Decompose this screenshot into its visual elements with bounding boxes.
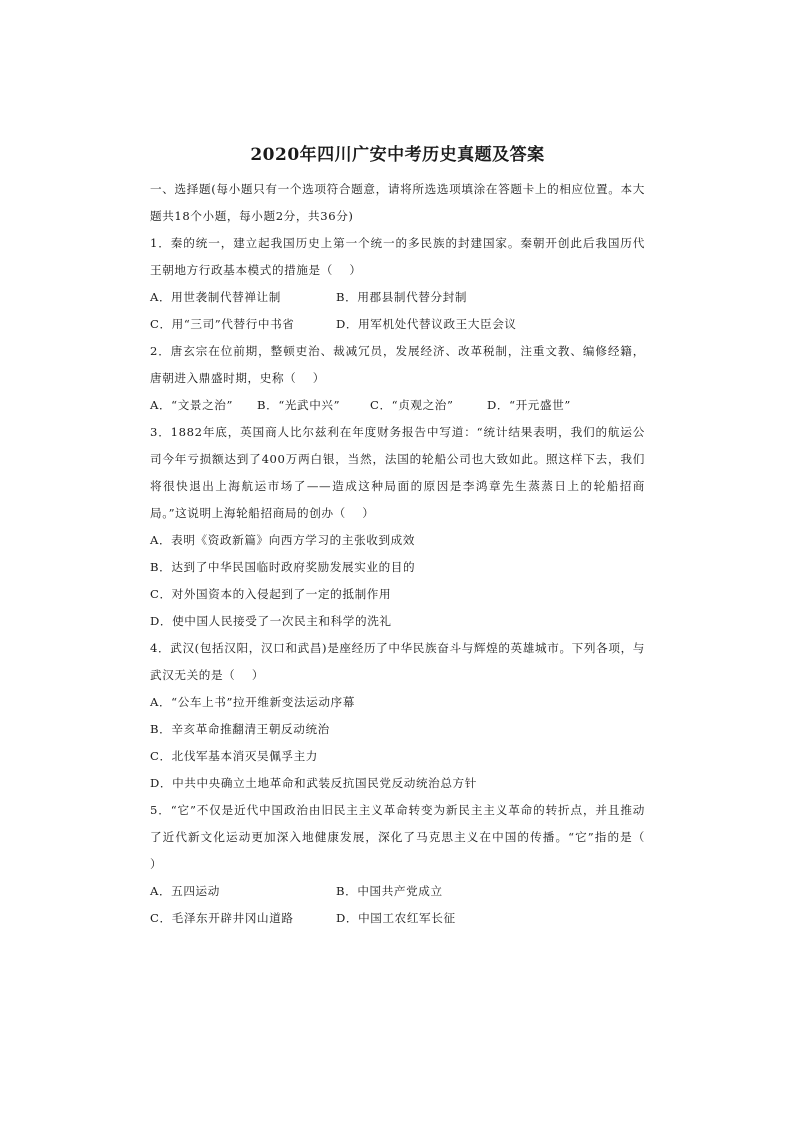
option-d: D．“开元盛世” xyxy=(487,398,571,412)
option-b: B．“光武中兴” xyxy=(257,398,341,412)
option-c: C．北伐军基本消灭吴佩孚主力 xyxy=(150,749,318,763)
options-row xyxy=(150,284,645,311)
question-1 xyxy=(150,230,645,338)
question-4 xyxy=(150,635,645,797)
option-a: A．“公车上书”拉开维新变法运动序幕 xyxy=(150,695,355,709)
options-row xyxy=(150,905,645,932)
option-c: C．毛泽东开辟井冈山道路 xyxy=(150,911,294,925)
question-5 xyxy=(150,797,662,932)
option-c: C．对外国资本的入侵起到了一定的抵制作用 xyxy=(150,587,392,601)
options-row xyxy=(150,392,645,419)
question-3 xyxy=(150,419,645,635)
section-heading: 一、选择题(每小题只有一个选项符合题意，请将所选选项填涂在答题卡上的相应位置。本大题共18个小题，每小题2分，共36分) xyxy=(150,182,645,223)
question-stem: 1．秦的统一，建立起我国历史上第一个统一的多民族的封建国家。秦朝开创此后我国历代王朝地方行政基本模式的措施是（ ） xyxy=(150,236,645,277)
option-d: D．使中国人民接受了一次民主和科学的洗礼 xyxy=(150,614,392,628)
question-stem: 5．“它”不仅是近代中国政治由旧民主主义革命转变为新民主主义革命的转折点，并且推动了近代新文化运动更加深入地健康发展，深化了马克思主义在中国的传播。“它”指的是（ ） xyxy=(150,803,662,871)
option-b: B．辛亥革命推翻清王朝反动统治 xyxy=(150,722,330,736)
option-a: A．用世袭制代替禅让制 xyxy=(150,290,281,304)
option-b: B．用郡县制代替分封制 xyxy=(336,290,468,304)
option-c: C．用“三司”代替行中书省 xyxy=(150,317,295,331)
option-d: D．中共中央确立土地革命和武装反抗国民党反动统治总方针 xyxy=(150,776,477,790)
option-a: A．表明《资政新篇》向西方学习的主张收到成效 xyxy=(150,533,416,547)
option-c: C．“贞观之治” xyxy=(370,398,454,412)
option-a: A．“文景之治” xyxy=(150,398,233,412)
option-b: B．达到了中华民国临时政府奖励发展实业的目的 xyxy=(150,560,416,574)
exam-page xyxy=(150,142,662,932)
option-d: D．用军机处代替议政王大臣会议 xyxy=(336,317,517,331)
option-a: A．五四运动 xyxy=(150,884,220,898)
question-2 xyxy=(150,338,645,419)
question-stem: 3．1882年底，英国商人比尔兹利在年度财务报告中写道：“统计结果表明，我们的航运公司今年亏损额达到了400万两白银，当然，法国的轮船公司也大致如此。照这样下去，我们将很快退出上海航运市场了——造成这种局面的原因是李鸿章先生蒸蒸日上的轮船招商局。”这说明上海轮船招商局的创办（ ） xyxy=(150,425,645,520)
options-row xyxy=(150,311,645,338)
question-stem: 2．唐玄宗在位前期，整顿吏治、裁减冗员，发展经济、改革税制，注重文教、编修经籍，唐朝进入鼎盛时期，史称（ ） xyxy=(150,344,645,385)
page-title: 2020年四川广安中考历史真题及答案 xyxy=(250,145,545,165)
option-b: B．中国共产党成立 xyxy=(336,884,443,898)
question-stem: 4．武汉(包括汉阳，汉口和武昌)是座经历了中华民族奋斗与辉煌的英雄城市。下列各项，与武汉无关的是（ ） xyxy=(150,641,645,682)
option-d: D．中国工农红军长征 xyxy=(336,911,456,925)
options-row xyxy=(150,878,645,905)
